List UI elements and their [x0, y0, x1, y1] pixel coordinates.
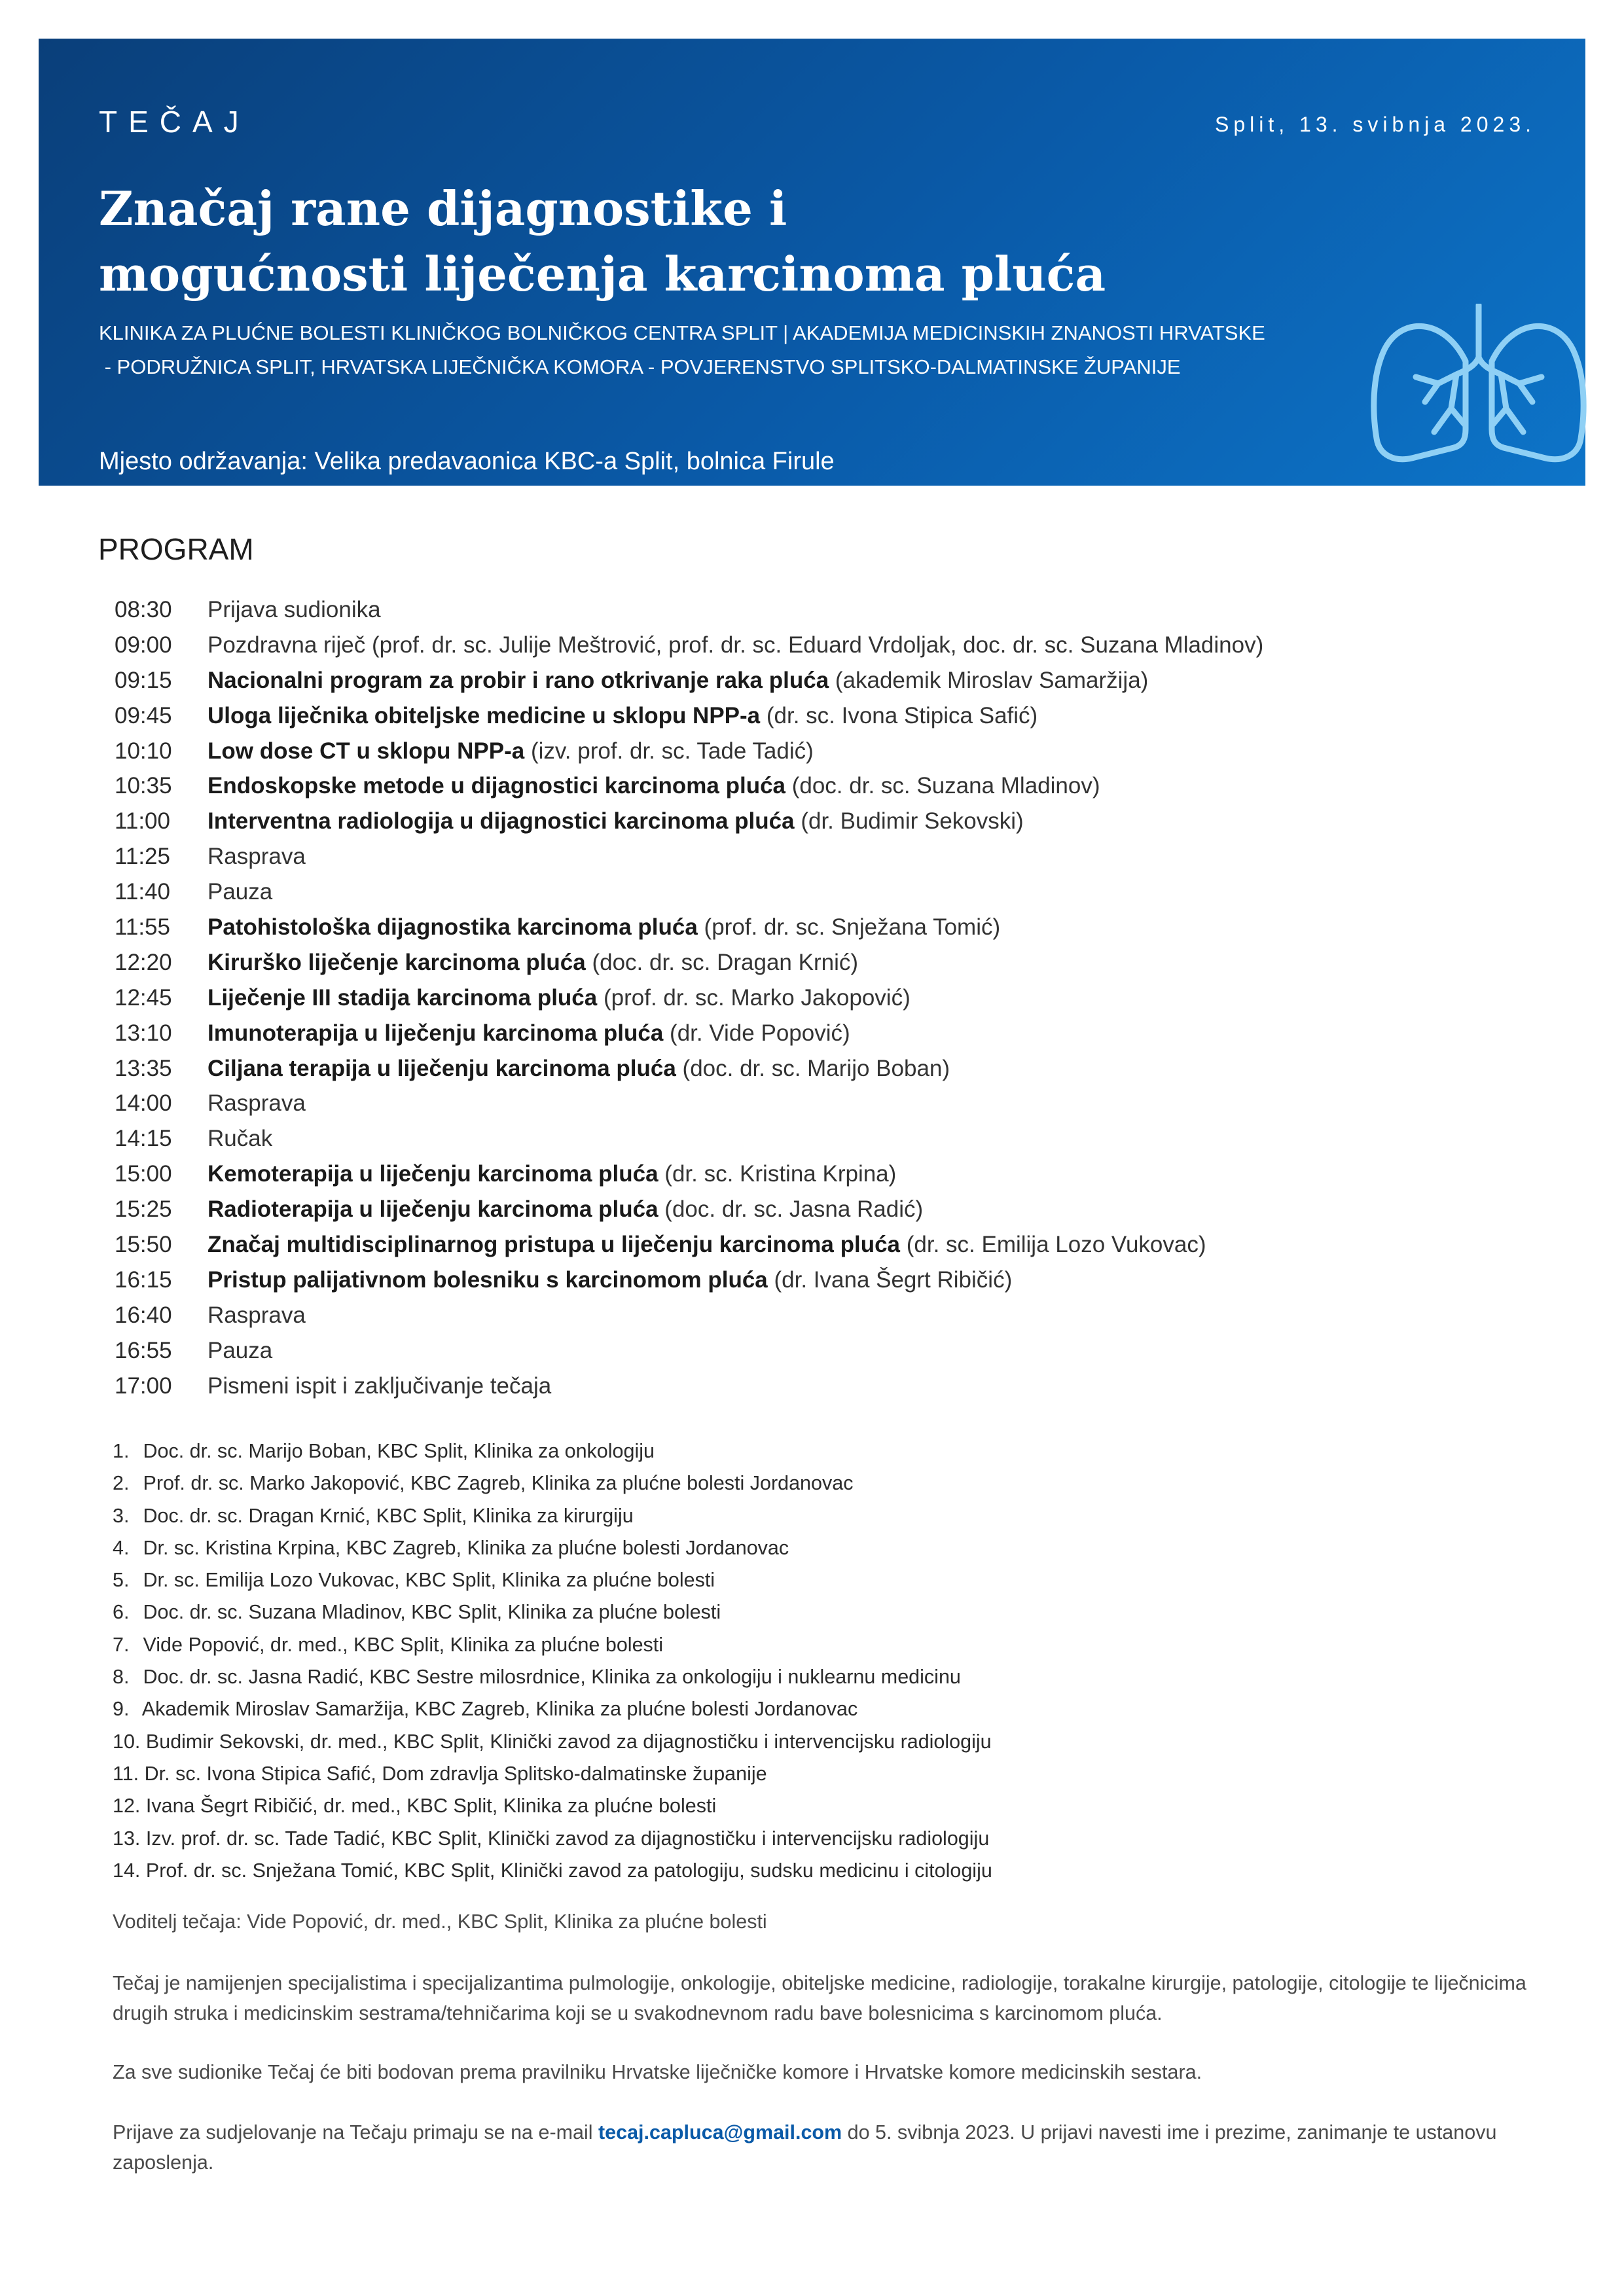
program-row	[115, 1086, 1587, 1121]
program-row	[115, 980, 1587, 1016]
lecturer-text: Doc. dr. sc. Marijo Boban, KBC Split, Klinika za onkologiju	[143, 1440, 655, 1462]
program-time: 09:00	[115, 632, 172, 658]
program-row	[115, 663, 1587, 698]
lecturer-number: 12.	[113, 1795, 141, 1818]
program-time: 16:15	[115, 1266, 172, 1293]
lecturer-number: 8.	[113, 1666, 130, 1689]
program-speaker: Pozdravna riječ (prof. dr. sc. Julije Meštrović, prof. dr. sc. Eduard Vrdoljak, doc. dr. sc. Suzana Mladinov)	[208, 632, 1264, 658]
program-row	[115, 592, 1587, 628]
lecturer-number: 13.	[113, 1827, 141, 1850]
program-row	[115, 1369, 1587, 1404]
program-time: 11:40	[115, 879, 170, 905]
lecturer-item	[113, 1661, 1585, 1693]
program-time: 17:00	[115, 1372, 172, 1399]
program-topic: Endoskopske metode u dijagnostici karcinoma pluća	[208, 773, 785, 799]
lungs-icon	[1367, 304, 1590, 474]
program-speaker: Rasprava	[208, 844, 306, 870]
program-speaker: (prof. dr. sc. Marko Jakopović)	[597, 984, 911, 1011]
program-speaker: Pismeni ispit i zaključivanje tečaja	[208, 1372, 552, 1399]
program-speaker: (dr. sc. Emilija Lozo Vukovac)	[900, 1232, 1206, 1258]
program-speaker: (dr. sc. Ivona Stipica Safić)	[760, 702, 1038, 728]
program-topic: Radioterapija u liječenju karcinoma pluća	[208, 1196, 659, 1223]
program-row	[115, 1051, 1587, 1086]
program-time: 11:00	[115, 808, 170, 834]
program-time: 13:35	[115, 1055, 172, 1081]
course-title-line1: Značaj rane dijagnostike i	[99, 181, 787, 236]
application-note	[113, 2117, 1540, 2178]
lecturer-number: 5.	[113, 1569, 130, 1592]
lecturer-text: Prof. dr. sc. Snježana Tomić, KBC Split, Klinički zavod za patologiju, sudsku medicinu i citologiju	[145, 1859, 992, 1882]
program-speaker: (dr. Budimir Sekovski)	[794, 808, 1024, 834]
program-speaker: (dr. Ivana Šegrt Ribičić)	[767, 1266, 1013, 1293]
lecturer-number: 11.	[113, 1762, 139, 1785]
program-time: 14:15	[115, 1126, 172, 1152]
program-topic: Pristup palijativnom bolesniku s karcinomom pluća	[208, 1266, 768, 1293]
lecturer-number: 2.	[113, 1472, 130, 1495]
lecturer-text: Dr. sc. Emilija Lozo Vukovac, KBC Split, Klinika za plućne bolesti	[143, 1569, 715, 1592]
lecturer-number: 4.	[113, 1536, 130, 1559]
course-title	[99, 176, 1277, 307]
lecturer-item	[113, 1596, 1585, 1628]
lecturer-text: Dr. sc. Ivona Stipica Safić, Dom zdravlja Splitsko-dalmatinske županije	[144, 1762, 767, 1785]
lecturer-text: Prof. dr. sc. Marko Jakopović, KBC Zagreb, Klinika za plućne bolesti Jordanovac	[143, 1472, 854, 1495]
program-row	[115, 804, 1587, 839]
lecturer-number: 3.	[113, 1504, 130, 1527]
program-topic: Kirurško liječenje karcinoma pluća	[208, 949, 586, 975]
program-row	[115, 1157, 1587, 1192]
header-banner	[39, 39, 1585, 486]
lecturer-item	[113, 1823, 1585, 1855]
program-time: 15:25	[115, 1196, 172, 1223]
lecturer-text: Akademik Miroslav Samaržija, KBC Zagreb, Klinika za plućne bolesti Jordanovac	[141, 1698, 858, 1721]
venue: Mjesto održavanja: Velika predavaonica KBC-a Split, bolnica Firule	[99, 448, 835, 475]
course-kicker: TEČAJ	[99, 105, 250, 139]
organizers-line1: KLINIKA ZA PLUĆNE BOLESTI KLINIČKOG BOLNIČKOG CENTRA SPLIT | AKADEMIJA MEDICINSKIH ZNANOSTI HRVATSKE	[99, 321, 1265, 344]
program-time: 11:55	[115, 914, 170, 941]
program-speaker: (dr. Vide Popović)	[663, 1020, 850, 1046]
program-topic: Ciljana terapija u liječenju karcinoma pluća	[208, 1055, 676, 1081]
program-time: 09:15	[115, 667, 172, 693]
lecturer-item	[113, 1629, 1585, 1661]
program-time: 10:35	[115, 773, 172, 799]
lecturer-item	[113, 1758, 1585, 1790]
organizers	[99, 316, 1356, 384]
lecturer-text: Doc. dr. sc. Suzana Mladinov, KBC Split, Klinika za plućne bolesti	[143, 1601, 721, 1624]
program-speaker: Rasprava	[208, 1090, 306, 1117]
program-time: 11:25	[115, 844, 170, 870]
program-row	[115, 1333, 1587, 1369]
lecturer-number: 10.	[113, 1730, 141, 1753]
program-speaker: (doc. dr. sc. Suzana Mladinov)	[785, 773, 1100, 799]
program-speaker: (akademik Miroslav Samaržija)	[829, 667, 1149, 693]
lecturer-item	[113, 1435, 1585, 1467]
lecturer-number: 1.	[113, 1440, 130, 1462]
program-schedule	[115, 592, 1587, 1403]
lecturer-text: Budimir Sekovski, dr. med., KBC Split, Klinički zavod za dijagnostičku i intervencijsku radiologiju	[145, 1730, 992, 1753]
program-topic: Liječenje III stadija karcinoma pluća	[208, 984, 598, 1011]
program-topic: Low dose CT u sklopu NPP-a	[208, 738, 525, 764]
program-topic: Interventna radiologija u dijagnostici karcinoma pluća	[208, 808, 795, 834]
program-row	[115, 1016, 1587, 1051]
program-time: 16:55	[115, 1337, 172, 1363]
course-title-line2: mogućnosti liječenja karcinoma pluća	[99, 246, 1106, 302]
credits-note: Za sve sudionike Tečaj će biti bodovan prema pravilniku Hrvatske liječničke komore i Hrvatske komore medicinskih sestara.	[113, 2061, 1202, 2083]
program-speaker: Rasprava	[208, 1302, 306, 1328]
lecturer-item	[113, 1564, 1585, 1596]
program-topic: Imunoterapija u liječenju karcinoma pluća	[208, 1020, 664, 1046]
lecturer-item	[113, 1790, 1585, 1822]
lecturer-text: Doc. dr. sc. Jasna Radić, KBC Sestre milosrdnice, Klinika za onkologiju i nuklearnu medicinu	[143, 1666, 961, 1689]
lecturer-number: 14.	[113, 1859, 141, 1882]
program-heading: PROGRAM	[98, 532, 254, 566]
lecturer-item	[113, 1726, 1585, 1758]
lecturer-text: Dr. sc. Kristina Krpina, KBC Zagreb, Klinika za plućne bolesti Jordanovac	[143, 1536, 789, 1559]
lecturer-item	[113, 1467, 1585, 1499]
program-topic: Uloga liječnika obiteljske medicine u sklopu NPP-a	[208, 702, 761, 728]
lecturer-number: 9.	[113, 1698, 130, 1721]
program-row	[115, 1121, 1587, 1157]
program-speaker: (doc. dr. sc. Jasna Radić)	[658, 1196, 924, 1223]
audience-note: Tečaj je namijenjen specijalistima i specijalizantima pulmologije, onkologije, obiteljske medicine, radiologije, torakalne kirurgije, patologije, citologije te liječnicima drugih struka i medicinskim sestrama/tehničarima koji se u svakodnevnom radu bave bolesnicima s karcinomom pluća.	[113, 1972, 1526, 2024]
program-speaker: (doc. dr. sc. Marijo Boban)	[676, 1055, 950, 1081]
program-speaker: Ručak	[208, 1126, 273, 1152]
program-row	[115, 1263, 1587, 1298]
program-topic: Nacionalni program za probir i rano otkrivanje raka pluća	[208, 667, 829, 693]
program-speaker: Pauza	[208, 879, 273, 905]
application-deadline: do 5. svibnja 2023. U prijavi navesti ime i prezime, zanimanje te ustanovu zaposlenja.	[113, 2121, 1497, 2174]
program-time: 16:40	[115, 1302, 172, 1328]
lecturer-number: 7.	[113, 1633, 130, 1656]
program-time: 14:00	[115, 1090, 172, 1117]
program-row	[115, 734, 1587, 769]
program-time: 08:30	[115, 597, 172, 622]
program-time: 13:10	[115, 1020, 172, 1046]
program-topic: Značaj multidisciplinarnog pristupa u liječenju karcinoma pluća	[208, 1232, 901, 1258]
lecturer-list	[113, 1435, 1585, 1887]
lecturer-item	[113, 1693, 1585, 1725]
course-date: Split, 13. svibnja 2023.	[1215, 113, 1536, 136]
program-speaker: (doc. dr. sc. Dragan Krnić)	[585, 949, 859, 975]
organizers-line2: - PODRUŽNICA SPLIT, HRVATSKA LIJEČNIČKA KOMORA - POVJERENSTVO SPLITSKO-DALMATINSKE ŽUPANIJE	[99, 355, 1181, 378]
program-speaker: (prof. dr. sc. Snježana Tomić)	[697, 914, 1001, 941]
program-speaker: (izv. prof. dr. sc. Tade Tadić)	[524, 738, 814, 764]
program-time: 12:20	[115, 949, 172, 975]
program-row	[115, 1227, 1587, 1263]
program-row	[115, 1192, 1587, 1227]
program-topic: Kemoterapija u liječenju karcinoma pluća	[208, 1161, 659, 1187]
lecturer-item	[113, 1500, 1585, 1532]
program-row	[115, 910, 1587, 945]
lecturer-text: Izv. prof. dr. sc. Tade Tadić, KBC Split, Klinički zavod za dijagnostičku i intervencijsku radiologiju	[145, 1827, 990, 1850]
program-row	[115, 768, 1587, 804]
program-time: 15:50	[115, 1232, 172, 1258]
program-time: 09:45	[115, 702, 172, 728]
lecturer-text: Doc. dr. sc. Dragan Krnić, KBC Split, Klinika za kirurgiju	[143, 1504, 634, 1527]
program-row	[115, 945, 1587, 980]
program-row	[115, 1298, 1587, 1333]
program-speaker: (dr. sc. Kristina Krpina)	[658, 1161, 897, 1187]
program-row	[115, 628, 1587, 663]
program-row	[115, 874, 1587, 910]
program-speaker: Prijava sudionika	[208, 597, 381, 622]
program-time: 15:00	[115, 1161, 172, 1187]
application-text: Prijave za sudjelovanje na Tečaju primaju se na e-mail	[113, 2121, 598, 2144]
lecturer-item	[113, 1855, 1585, 1887]
program-topic: Patohistološka dijagnostika karcinoma pluća	[208, 914, 698, 941]
program-time: 10:10	[115, 738, 172, 764]
lecturer-text: Vide Popović, dr. med., KBC Split, Klinika za plućne bolesti	[143, 1633, 664, 1656]
program-row	[115, 839, 1587, 874]
program-speaker: Pauza	[208, 1337, 273, 1363]
lecturer-text: Ivana Šegrt Ribičić, dr. med., KBC Split, Klinika za plućne bolesti	[145, 1795, 717, 1818]
program-time: 12:45	[115, 984, 172, 1011]
program-row	[115, 698, 1587, 734]
lecturer-number: 6.	[113, 1601, 130, 1624]
application-email-link[interactable]: tecaj.capluca@gmail.com	[598, 2121, 842, 2144]
course-leader-note: Voditelj tečaja: Vide Popović, dr. med., KBC Split, Klinika za plućne bolesti	[113, 1910, 767, 1933]
lecturer-item	[113, 1532, 1585, 1564]
